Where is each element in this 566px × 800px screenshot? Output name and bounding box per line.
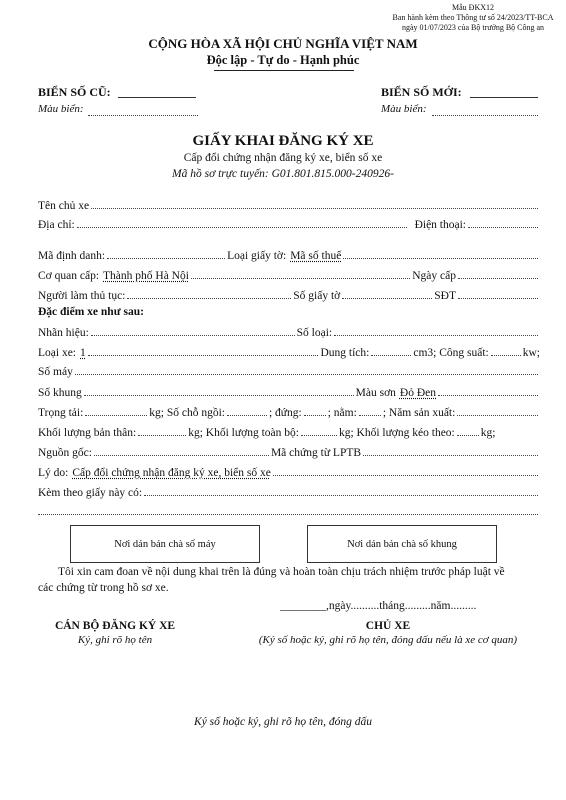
engine-row <box>38 363 540 378</box>
lying-field[interactable] <box>359 415 381 416</box>
motto: Độc lập - Tự do - Hạnh phúc <box>206 53 360 67</box>
model-field[interactable] <box>334 335 538 336</box>
agent-row <box>38 287 540 302</box>
id-label: Mã định danh: <box>38 250 106 262</box>
capacity-field[interactable] <box>371 355 411 356</box>
attached-field[interactable] <box>144 495 538 496</box>
old-plate-line <box>118 97 196 98</box>
old-plate-label: BIỂN SỐ CŨ: <box>38 85 111 99</box>
standing-label: ; đứng: <box>268 407 302 419</box>
origin-label: Nguồn gốc: <box>38 447 92 459</box>
brand-field[interactable] <box>91 335 295 336</box>
seats-field[interactable] <box>227 415 267 416</box>
doc-type-label: Loại giấy tờ: <box>227 250 287 262</box>
type-value: 1 <box>80 347 86 359</box>
tow-weight-label: kg; Khối lượng kéo theo: <box>338 427 455 439</box>
lptb-label: Mã chứng từ LPTB <box>270 447 362 459</box>
issuer-row <box>38 267 540 282</box>
address-field[interactable] <box>77 227 407 228</box>
phone-field[interactable] <box>468 227 538 228</box>
id-row <box>38 247 540 262</box>
engine-label: Số máy <box>38 366 73 378</box>
old-plate-color-label: Màu biển: <box>38 103 84 115</box>
attached-row-2 <box>38 503 540 518</box>
agent-phone-label: SĐT <box>434 290 456 302</box>
form-reference <box>388 3 558 33</box>
motto-underline <box>214 70 354 71</box>
engine-rubbing-label: Nơi dán bản chà số máy <box>114 538 216 550</box>
nation-heading: CỘNG HÒA XÃ HỘI CHỦ NGHĨA VIỆT NAM <box>148 36 418 51</box>
kw-label: kw; <box>522 347 540 359</box>
doc-no-label: Số giấy tờ <box>293 290 341 302</box>
issue-date-field[interactable] <box>458 278 538 279</box>
doc-type-field[interactable] <box>343 258 538 259</box>
issuer-field[interactable] <box>191 278 410 279</box>
engine-field[interactable] <box>75 374 538 375</box>
power-field[interactable] <box>491 355 521 356</box>
chassis-rubbing-box <box>307 525 497 563</box>
declaration-line-1: Tôi xin cam đoan về nội dung khai trên là đúng và hoàn toàn chịu trách nhiệm trước pháp luật về <box>58 566 505 578</box>
form-issued-date: ngày 01/07/2023 của Bộ trưởng Bộ Công an <box>401 23 545 32</box>
chassis-row <box>38 384 540 399</box>
self-weight-label: Khối lượng bản thân: <box>38 427 137 439</box>
type-row <box>38 344 540 359</box>
capacity-label: Dung tích: <box>320 347 370 359</box>
total-weight-label: kg; Khối lượng toàn bộ: <box>188 427 299 439</box>
address-label: Địa chỉ: <box>38 219 75 231</box>
year-label: ; Năm sản xuất: <box>382 407 456 419</box>
attached-field-2[interactable] <box>38 514 538 515</box>
seats-label: kg; Số chỗ ngồi: <box>149 407 225 419</box>
kg-unit: kg; <box>480 427 496 439</box>
color-label: Màu sơn <box>355 387 396 399</box>
vehicle-section-title: Đặc điểm xe như sau: <box>38 306 144 318</box>
payload-label: Trọng tải: <box>38 407 84 419</box>
owner-name-row <box>38 197 540 212</box>
doc-type-value: Mã số thuế <box>290 250 342 262</box>
owner-name-label: Tên chủ xe <box>38 200 90 212</box>
engine-rubbing-box <box>70 525 260 563</box>
attached-label: Kèm theo giấy này có: <box>38 487 143 499</box>
lptb-field[interactable] <box>363 455 538 456</box>
brand-label: Nhãn hiệu: <box>38 327 89 339</box>
form-code: Mẫu ĐKX12 <box>452 3 494 12</box>
tow-weight-field[interactable] <box>457 435 479 436</box>
weight-row <box>38 424 540 439</box>
declaration-line-2: các chứng từ trong hồ sơ xe. <box>38 582 169 594</box>
color-field[interactable] <box>438 395 538 396</box>
doc-no-field[interactable] <box>342 298 432 299</box>
new-plate-line <box>470 97 538 98</box>
agent-field[interactable] <box>127 298 291 299</box>
dossier-code: Mã hồ sơ trực tuyến: G01.801.815.000-240926- <box>172 168 394 180</box>
reason-value: Cấp đổi chứng nhận đăng ký xe, biển số xe <box>72 467 271 479</box>
cc-label: cm3; Công suất: <box>413 347 489 359</box>
form-subtitle: Cấp đổi chứng nhận đăng ký xe, biển số xe <box>183 152 383 164</box>
reason-field[interactable] <box>273 475 538 476</box>
payload-field[interactable] <box>85 415 147 416</box>
type-label: Loại xe: <box>38 347 76 359</box>
date-line: ________,ngày..........tháng.........năm......... <box>280 600 477 612</box>
owner-note: (Ký số hoặc ký, ghi rõ họ tên, đóng dấu nếu là xe cơ quan) <box>258 634 518 646</box>
origin-row <box>38 444 540 459</box>
agent-label: Người làm thủ tục: <box>38 290 126 302</box>
id-field[interactable] <box>107 258 225 259</box>
owner-name-field[interactable] <box>91 208 538 209</box>
brand-row <box>38 324 540 339</box>
issue-date-label: Ngày cấp <box>412 270 456 282</box>
reason-label: Lý do: <box>38 467 69 479</box>
form-title: GIẤY KHAI ĐĂNG KÝ XE <box>192 133 374 149</box>
type-field[interactable] <box>88 355 319 356</box>
issuer-label: Cơ quan cấp: <box>38 270 100 282</box>
reason-row <box>38 464 540 479</box>
phone-label: Điện thoại: <box>414 219 466 231</box>
bottom-signature-note: Ký số hoặc ký, ghi rõ họ tên, đóng dấu <box>194 716 372 728</box>
origin-field[interactable] <box>94 455 269 456</box>
new-plate-label: BIỂN SỐ MỚI: <box>381 85 462 99</box>
agent-phone-field[interactable] <box>458 298 538 299</box>
form-issued-by: Ban hành kèm theo Thông tư số 24/2023/TT-BCA <box>392 13 554 22</box>
chassis-label: Số khung <box>38 387 82 399</box>
attached-row <box>38 484 540 499</box>
payload-row <box>38 404 540 419</box>
issuer-value: Thành phố Hà Nội <box>103 270 189 282</box>
owner-title: CHỦ XE <box>365 620 411 632</box>
new-plate-color-label: Màu biển: <box>381 103 427 115</box>
year-field[interactable] <box>457 415 538 416</box>
chassis-rubbing-label: Nơi dán bản chà số khung <box>347 538 457 550</box>
address-row <box>38 216 540 231</box>
model-label: Số loại: <box>296 327 333 339</box>
lying-label: ; nằm: <box>327 407 357 419</box>
officer-title: CÁN BỘ ĐĂNG KÝ XE <box>54 620 176 632</box>
color-value: Đỏ Đen <box>399 387 436 399</box>
self-weight-field[interactable] <box>138 435 186 436</box>
chassis-field[interactable] <box>84 395 354 396</box>
total-weight-field[interactable] <box>301 435 337 436</box>
old-plate-color-line <box>88 115 198 116</box>
standing-field[interactable] <box>304 415 326 416</box>
new-plate-color-line <box>432 115 538 116</box>
officer-note: Ký, ghi rõ họ tên <box>77 634 153 646</box>
